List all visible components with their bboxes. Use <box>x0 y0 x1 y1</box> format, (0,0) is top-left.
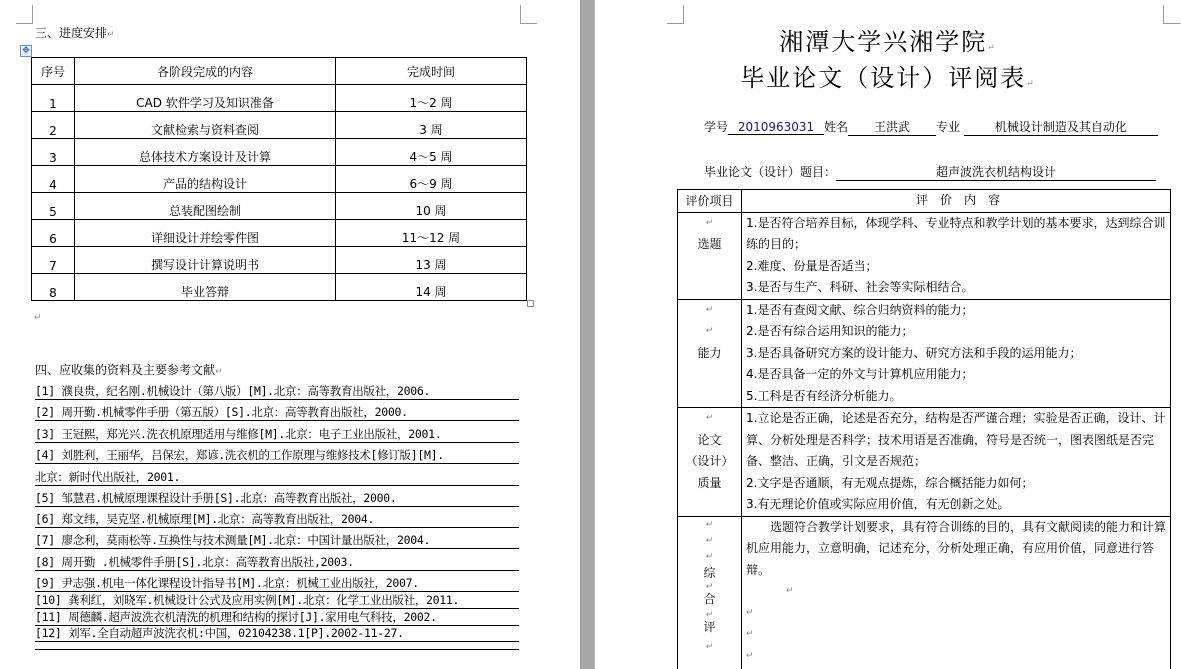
criterion-line: 1.是否有查阅文献、综合归纳资料的能力； <box>746 302 974 317</box>
row-number: 2 <box>32 112 75 139</box>
paragraph-mark: ↵ <box>34 313 42 323</box>
table-row <box>32 139 527 166</box>
header-cell: 各阶段完成的内容 <box>75 58 336 85</box>
section4-heading: 四、应收集的资料及主要参考文献↵ <box>35 363 223 377</box>
section3-heading: 三、进度安排↵ <box>35 26 115 40</box>
topic-label: 毕业论文（设计）题目： <box>704 165 837 179</box>
table-row <box>32 166 527 193</box>
document-page-right <box>595 0 1181 669</box>
eval-item-label: 评 <box>703 619 716 634</box>
reference-item: [6] 郑文纬，吴克坚.机械原理[M].北京：高等教育出版社，2004. <box>35 512 519 528</box>
table-row <box>32 274 527 301</box>
header-cell: 评价项目 <box>678 190 742 213</box>
name-label: 姓名 <box>824 120 849 134</box>
header-cell: 完成时间 <box>336 58 527 85</box>
student-id-field[interactable]: 2010963031 <box>728 120 824 135</box>
eval-item-label: 合 <box>703 591 716 606</box>
table-header-row <box>678 190 1171 213</box>
table-row <box>678 408 1171 517</box>
eval-item-cell: ↵ ↵ ↵ 综 ↵ 合 ↵ 评 ↵ <box>678 516 742 669</box>
reference-item: [4] 刘胜利，王丽华，吕保宏，郑谚.洗衣机的工作原理与维修技术[修订版][M]. <box>35 448 519 464</box>
eval-item-cell: ↵ ↵ 能力 <box>678 299 742 408</box>
row-time: 6～9 周 <box>336 166 527 193</box>
eval-item-label: 综 <box>703 565 716 580</box>
page-corner-mark <box>16 5 33 24</box>
student-id-label: 学号 <box>704 120 729 134</box>
row-time: 14 周 <box>336 274 527 301</box>
table-row <box>32 85 527 112</box>
table-row <box>32 112 527 139</box>
criterion-line: 3.是否与生产、科研、社会等实际相结合。 <box>746 280 974 294</box>
row-number: 6 <box>32 220 75 247</box>
row-number: 3 <box>32 139 75 166</box>
table-header-row <box>32 58 527 85</box>
table-row <box>678 212 1171 299</box>
student-info-row <box>704 118 1158 136</box>
criterion-line: 2.难度、份量是否适当； <box>746 258 878 273</box>
table-row <box>32 193 527 220</box>
reference-item: 北京：新时代出版社，2001. <box>35 470 519 486</box>
reference-item: [3] 王冠熙，郑光兴.洗衣机原理适用与维修[M].北京：电子工业出版社，2001. <box>35 427 519 443</box>
criterion-line: 2.是否有综合运用知识的能力； <box>746 324 914 338</box>
header-cell: 序号 <box>32 58 75 85</box>
table-row <box>678 299 1171 408</box>
row-time: 11～12 周 <box>336 220 527 247</box>
criterion-line: 2.文字是否通顺，有无观点提炼，综合概括能力如何； <box>746 475 1034 490</box>
row-time: 3 周 <box>336 112 527 139</box>
criterion-line: 3.是否具备研究方案的设计能力、研究方法和手段的运用能力； <box>746 345 1082 360</box>
criterion-line: 4.是否具备一定的外文与计算机应用能力； <box>746 367 974 381</box>
reference-item: [9] 尹志强.机电一体化课程设计指导书[M].北京：机械工业出版社，2007. <box>35 576 519 592</box>
major-field[interactable]: 机械设计制造及其自动化 <box>964 118 1158 136</box>
eval-content-cell[interactable] <box>742 299 1171 408</box>
row-task: 撰写设计计算说明书 <box>75 247 336 274</box>
eval-item-label: （设计） <box>685 454 734 468</box>
eval-content-cell[interactable] <box>742 408 1171 517</box>
reference-blank-line <box>35 649 519 650</box>
row-task: 详细设计并绘零件图 <box>75 220 336 247</box>
row-task: CAD 软件学习及知识准备 <box>75 85 336 112</box>
row-task: 总装配图绘制 <box>75 193 336 220</box>
table-row <box>678 516 1171 669</box>
eval-item-label: 选题 <box>697 237 722 251</box>
name-field[interactable]: 王洪武 <box>848 118 936 136</box>
document-title-form: 毕业论文（设计）评阅表↵ <box>740 64 1036 92</box>
table-row <box>32 247 527 274</box>
reference-item: [12] 刘军.全自动超声波洗衣机:中国，02104238.1[P].2002-11-27. <box>35 626 519 642</box>
row-task: 产品的结构设计 <box>75 166 336 193</box>
page-corner-mark <box>520 5 537 24</box>
evaluation-table <box>677 189 1171 669</box>
major-label: 专业 <box>936 120 961 134</box>
criterion-line: 1.是否符合培养目标，体现学科、专业特点和教学计划的基本要求，达到综合训练的目的； <box>746 215 1166 251</box>
table-resize-handle[interactable] <box>527 300 534 307</box>
header-cell: 评 价 内 容 <box>742 190 1171 213</box>
row-time: 1～2 周 <box>336 85 527 112</box>
eval-item-cell: ↵ 选题 <box>678 212 742 299</box>
criterion-line: 3.有无理论价值或实际应用价值，有无创新之处。 <box>746 497 1010 511</box>
row-task: 文献检索与资料查阅 <box>75 112 336 139</box>
eval-item-label: 论文 <box>697 432 722 447</box>
reference-item: [10] 龚利红，刘晓军.机械设计公式及应用实例[M].北京：化学工业出版社，2011. <box>35 593 519 609</box>
reference-item: [7] 廖念利，莫雨松等.互换性与技术测量[M].北京：中国计量出版社，2004. <box>35 533 519 549</box>
row-time: 10 周 <box>336 193 527 220</box>
row-task: 总体技术方案设计及计算 <box>75 139 336 166</box>
overall-comment-text: 选题符合教学计划要求，具有符合训练的目的，具有文献阅读的能力和计算机应用能力，立意明确，记述充分，分析处理正确，有应用价值，同意进行答辩。 <box>746 519 1167 577</box>
eval-item-label: 质量 <box>697 475 722 490</box>
table-move-handle-icon[interactable]: ✥ <box>20 45 32 57</box>
reference-item: [11] 周德麟.超声波洗衣机清洗的机理和结构的探讨[J].家用电气科技，2002. <box>35 610 519 626</box>
row-number: 5 <box>32 193 75 220</box>
reference-item: [2] 周开勤.机械零件手册（第五版）[S].北京：高等教育出版社，2000. <box>35 405 519 421</box>
thesis-topic-row <box>704 163 1156 181</box>
eval-item-cell: ↵ 论文 （设计） 质量 <box>678 408 742 517</box>
document-title-institution: 湘潭大学兴湘学院↵ <box>779 28 997 56</box>
eval-content-cell[interactable] <box>742 212 1171 299</box>
row-time: 4～5 周 <box>336 139 527 166</box>
row-number: 1 <box>32 85 75 112</box>
reference-item: [8] 周开勤 .机械零件手册[S].北京：高等教育出版社,2003. <box>35 555 519 571</box>
table-row <box>32 220 527 247</box>
eval-item-label: 能力 <box>697 345 722 360</box>
overall-comment-cell[interactable]: 选题符合教学计划要求，具有符合训练的目的，具有文献阅读的能力和计算机应用能力，立意明确，记述充分，分析处理正确，有应用价值，同意进行答辩。 ↵ ↵ ↵ ↵ <box>742 516 1171 669</box>
reference-item: [1] 濮良贵，纪名刚.机械设计（第八版）[M].北京：高等教育出版社，2006. <box>35 384 519 400</box>
page-gutter <box>580 0 595 669</box>
row-number: 4 <box>32 166 75 193</box>
reference-item: [5] 邹慧君.机械原理课程设计手册[S].北京：高等教育出版社，2000. <box>35 491 519 507</box>
row-time: 13 周 <box>336 247 527 274</box>
schedule-table <box>31 57 527 301</box>
row-number: 8 <box>32 274 75 301</box>
topic-field[interactable]: 超声波洗衣机结构设计 <box>836 163 1156 181</box>
row-task: 毕业答辩 <box>75 274 336 301</box>
row-number: 7 <box>32 247 75 274</box>
criterion-line: 5.工科是否有经济分析能力。 <box>746 388 902 403</box>
document-page-left <box>0 0 580 669</box>
criterion-line: 1.立论是否正确，论述是否充分，结构是否严谨合理；实验是否正确，设计、计算、分析处理是否科学；技术用语是否准确，符号是否统一，图表图纸是否完备、整洁、正确，引文是否规范； <box>746 411 1166 468</box>
